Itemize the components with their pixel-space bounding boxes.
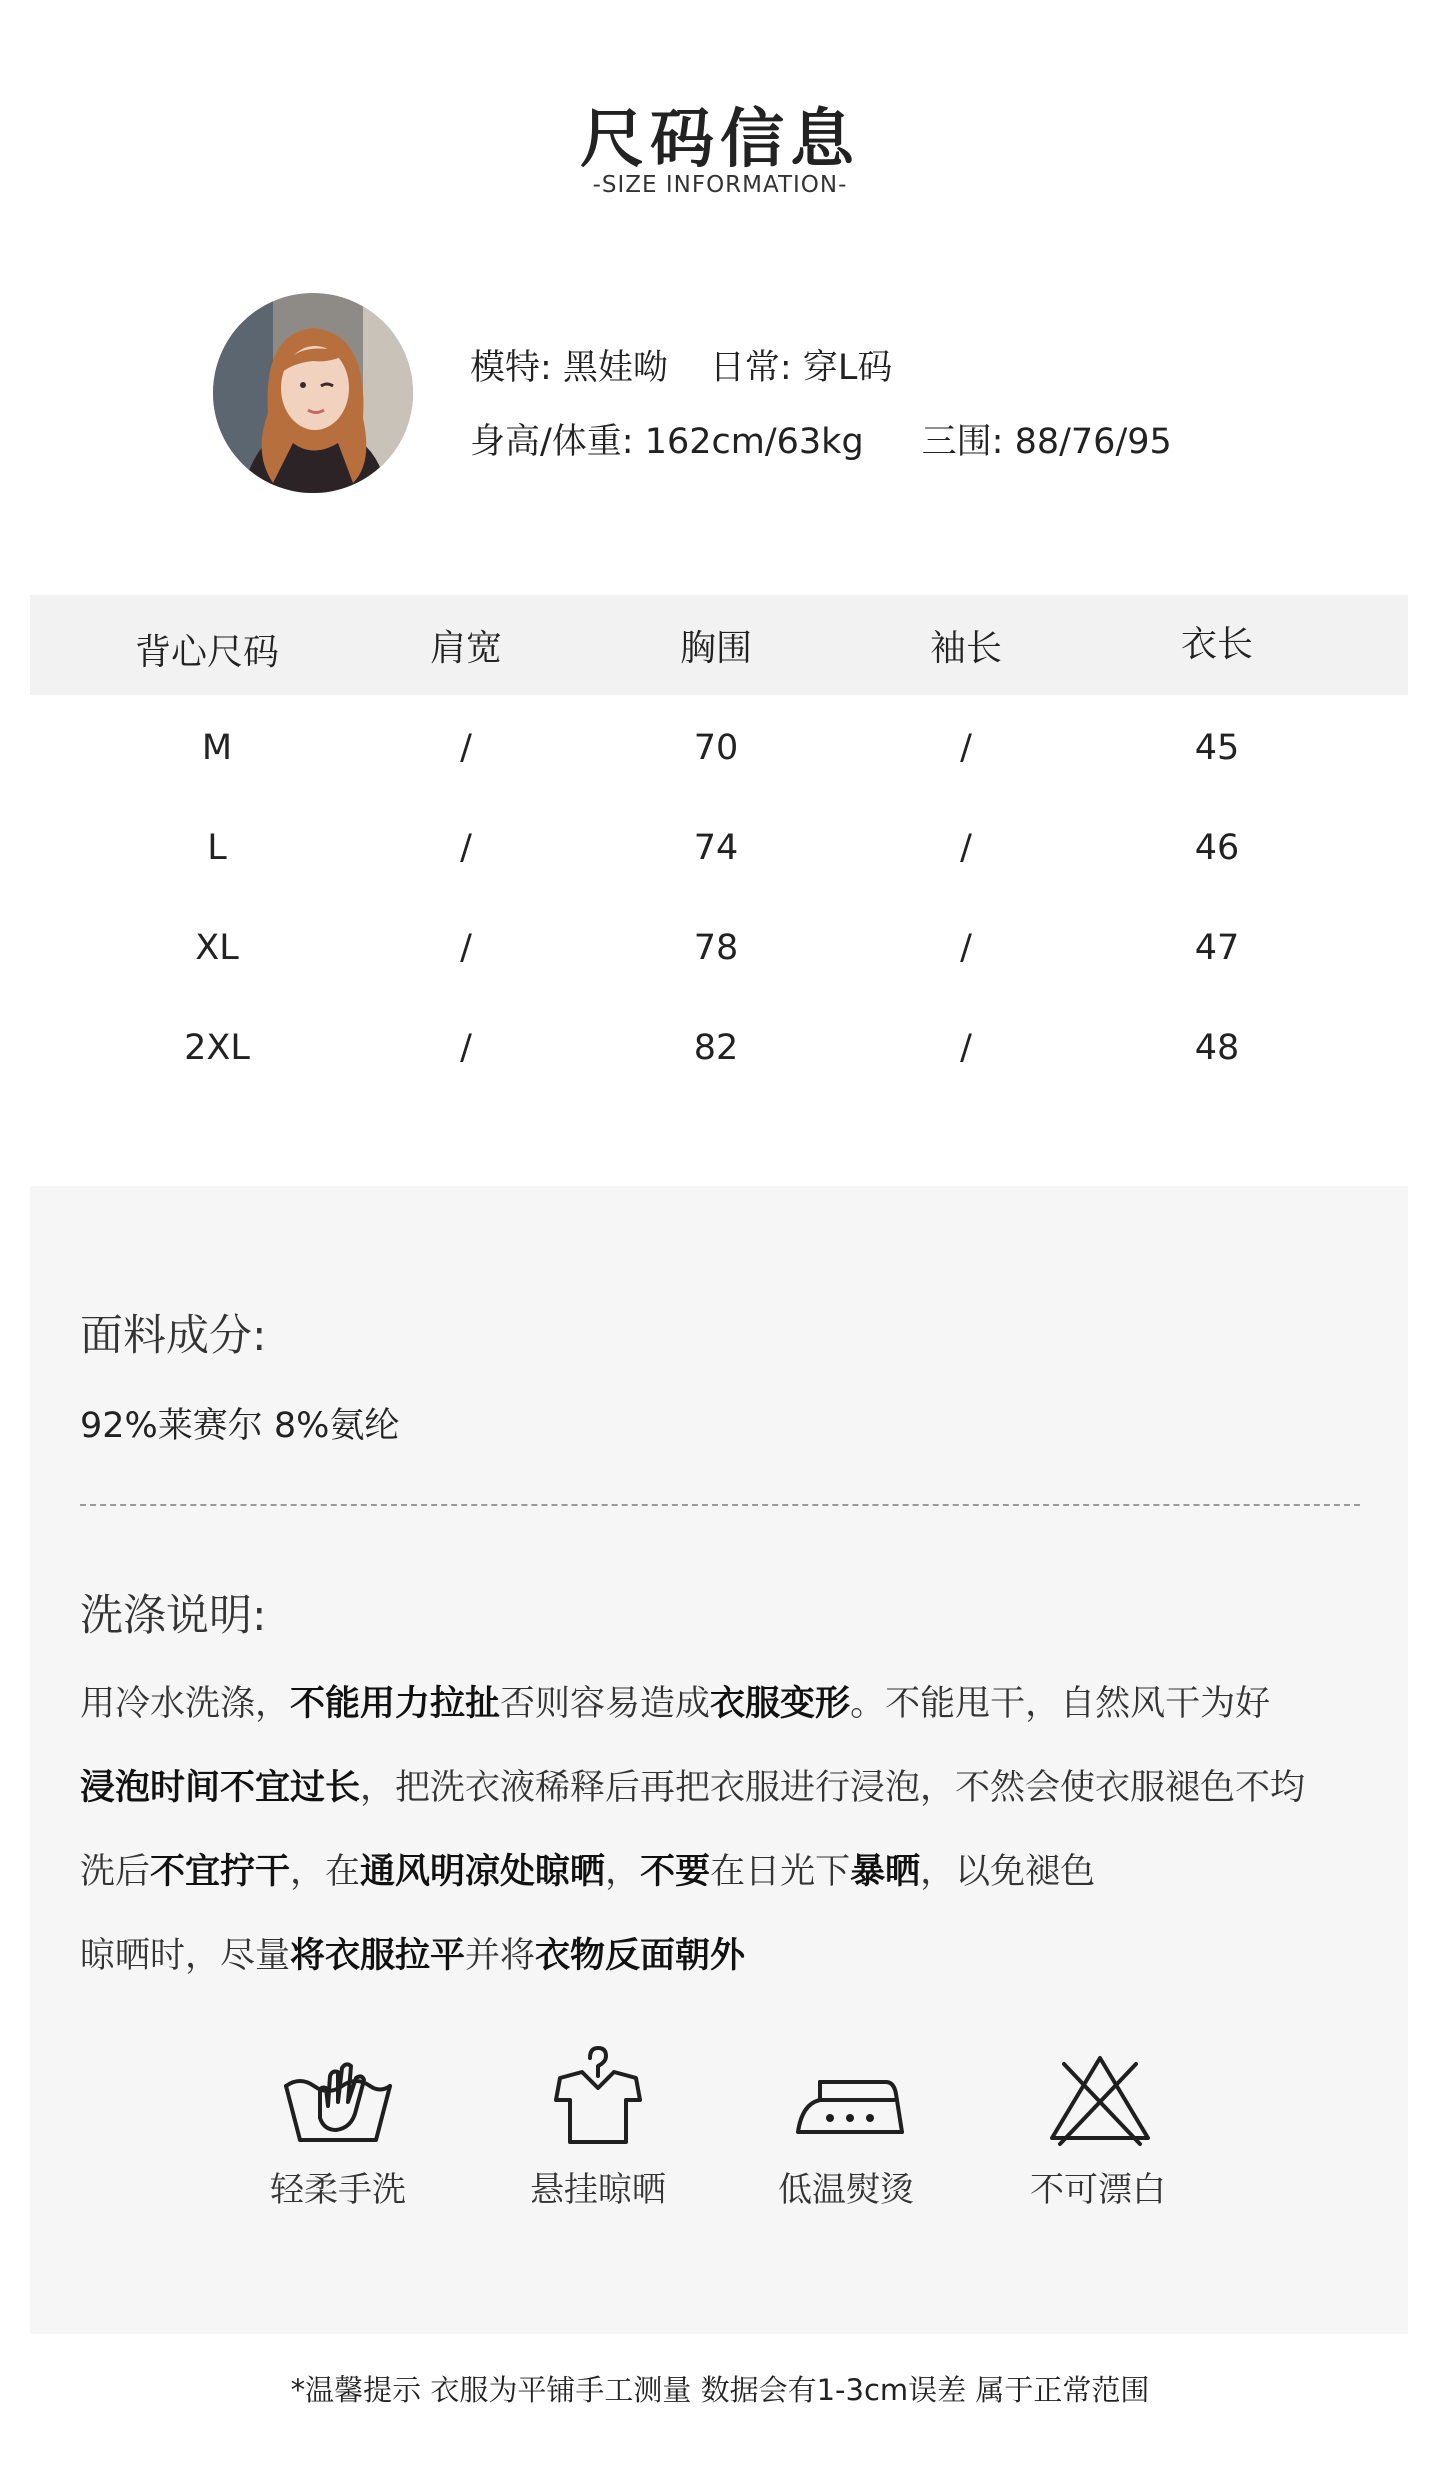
table-cell: 70: [693, 728, 739, 768]
low-iron-label: 低温熨烫: [778, 2170, 914, 2210]
table-cell: L: [207, 828, 227, 868]
table-cell: /: [960, 728, 972, 768]
fabric-content: 92%莱赛尔 8%氨纶: [80, 1406, 400, 1446]
wash-text: ，: [605, 1852, 641, 1892]
washing-title: 洗涤说明:: [80, 1591, 267, 1641]
wash-text: 。不能甩干，自然风干为好: [850, 1684, 1271, 1724]
washing-line-1: [80, 1676, 1270, 1726]
hang-dry-label: 悬挂晾晒: [530, 2170, 666, 2210]
model-name: 模特: 黑娃呦: [470, 348, 668, 388]
page-subtitle: -SIZE INFORMATION-: [592, 172, 848, 198]
wash-emphasis: 衣物反面朝外: [535, 1936, 746, 1976]
table-cell: XL: [195, 928, 239, 968]
wash-text: 否则容易造成: [500, 1684, 711, 1724]
hand-wash-label: 轻柔手洗: [270, 2170, 406, 2210]
model-daily-size: 日常: 穿L码: [709, 348, 893, 388]
wash-text: ，在: [290, 1852, 361, 1892]
table-cell: 48: [1194, 1028, 1240, 1068]
table-header-size: 背心尺码: [134, 632, 279, 673]
wash-text: ，以免褪色: [920, 1852, 1096, 1892]
wash-text: 洗后: [80, 1852, 151, 1892]
table-cell: 45: [1194, 728, 1240, 768]
hang-dry-icon: [538, 2044, 658, 2144]
table-cell: M: [201, 728, 233, 768]
wash-text: 晾晒时，尽量: [80, 1936, 291, 1976]
table-cell: 74: [693, 828, 739, 868]
table-cell: /: [960, 1028, 972, 1068]
wash-emphasis: 不宜拧干: [150, 1852, 291, 1892]
wash-text: 在日光下: [710, 1852, 851, 1892]
table-cell: /: [960, 828, 972, 868]
model-avatar: [213, 293, 413, 493]
wash-text: 用冷水洗涤，: [80, 1684, 291, 1724]
wash-emphasis: 衣服变形: [710, 1684, 851, 1724]
wash-emphasis: 不能用力拉扯: [290, 1684, 501, 1724]
table-cell: 46: [1194, 828, 1240, 868]
table-cell: 2XL: [184, 1028, 250, 1068]
model-height-weight: 身高/体重: 162cm/63kg: [470, 422, 864, 462]
table-cell: /: [460, 1028, 472, 1068]
table-cell: /: [460, 828, 472, 868]
washing-line-3: [80, 1844, 1095, 1894]
dashed-divider: [80, 1504, 1360, 1506]
wash-emphasis: 暴晒: [850, 1852, 921, 1892]
model-line-2: [470, 414, 1214, 464]
table-cell: 82: [693, 1028, 739, 1068]
table-cell: 78: [693, 928, 739, 968]
fabric-title: 面料成分:: [80, 1311, 267, 1361]
table-cell: /: [460, 728, 472, 768]
table-header-sleeve: 袖长: [929, 628, 1002, 669]
model-line-1: [470, 340, 934, 390]
wash-text: 并将: [465, 1936, 536, 1976]
table-header-bust: 胸围: [679, 628, 752, 669]
washing-line-2: [80, 1760, 1305, 1810]
table-cell: 47: [1194, 928, 1240, 968]
no-bleach-icon: [1040, 2048, 1160, 2148]
table-cell: /: [460, 928, 472, 968]
no-bleach-label: 不可漂白: [1030, 2170, 1166, 2210]
table-header-length: 衣长: [1180, 624, 1253, 665]
hand-wash-icon: [278, 2048, 398, 2148]
wash-emphasis: 不要: [640, 1852, 711, 1892]
table-cell: /: [960, 928, 972, 968]
model-measurements: 三围: 88/76/95: [921, 422, 1172, 462]
page-title: 尺码信息: [580, 103, 860, 177]
wash-emphasis: 浸泡时间不宜过长: [80, 1768, 361, 1808]
wash-emphasis: 通风明凉处晾晒: [360, 1852, 606, 1892]
low-iron-icon: [790, 2060, 910, 2160]
wash-text: ，把洗衣液稀释后再把衣服进行浸泡，不然会使衣服褪色不均: [360, 1768, 1306, 1808]
wash-emphasis: 将衣服拉平: [290, 1936, 466, 1976]
washing-line-4: [80, 1928, 745, 1978]
table-header-shoulder: 肩宽: [429, 628, 502, 669]
footer-note: *温馨提示 衣服为平铺手工测量 数据会有1-3cm误差 属于正常范围: [290, 2373, 1150, 2407]
